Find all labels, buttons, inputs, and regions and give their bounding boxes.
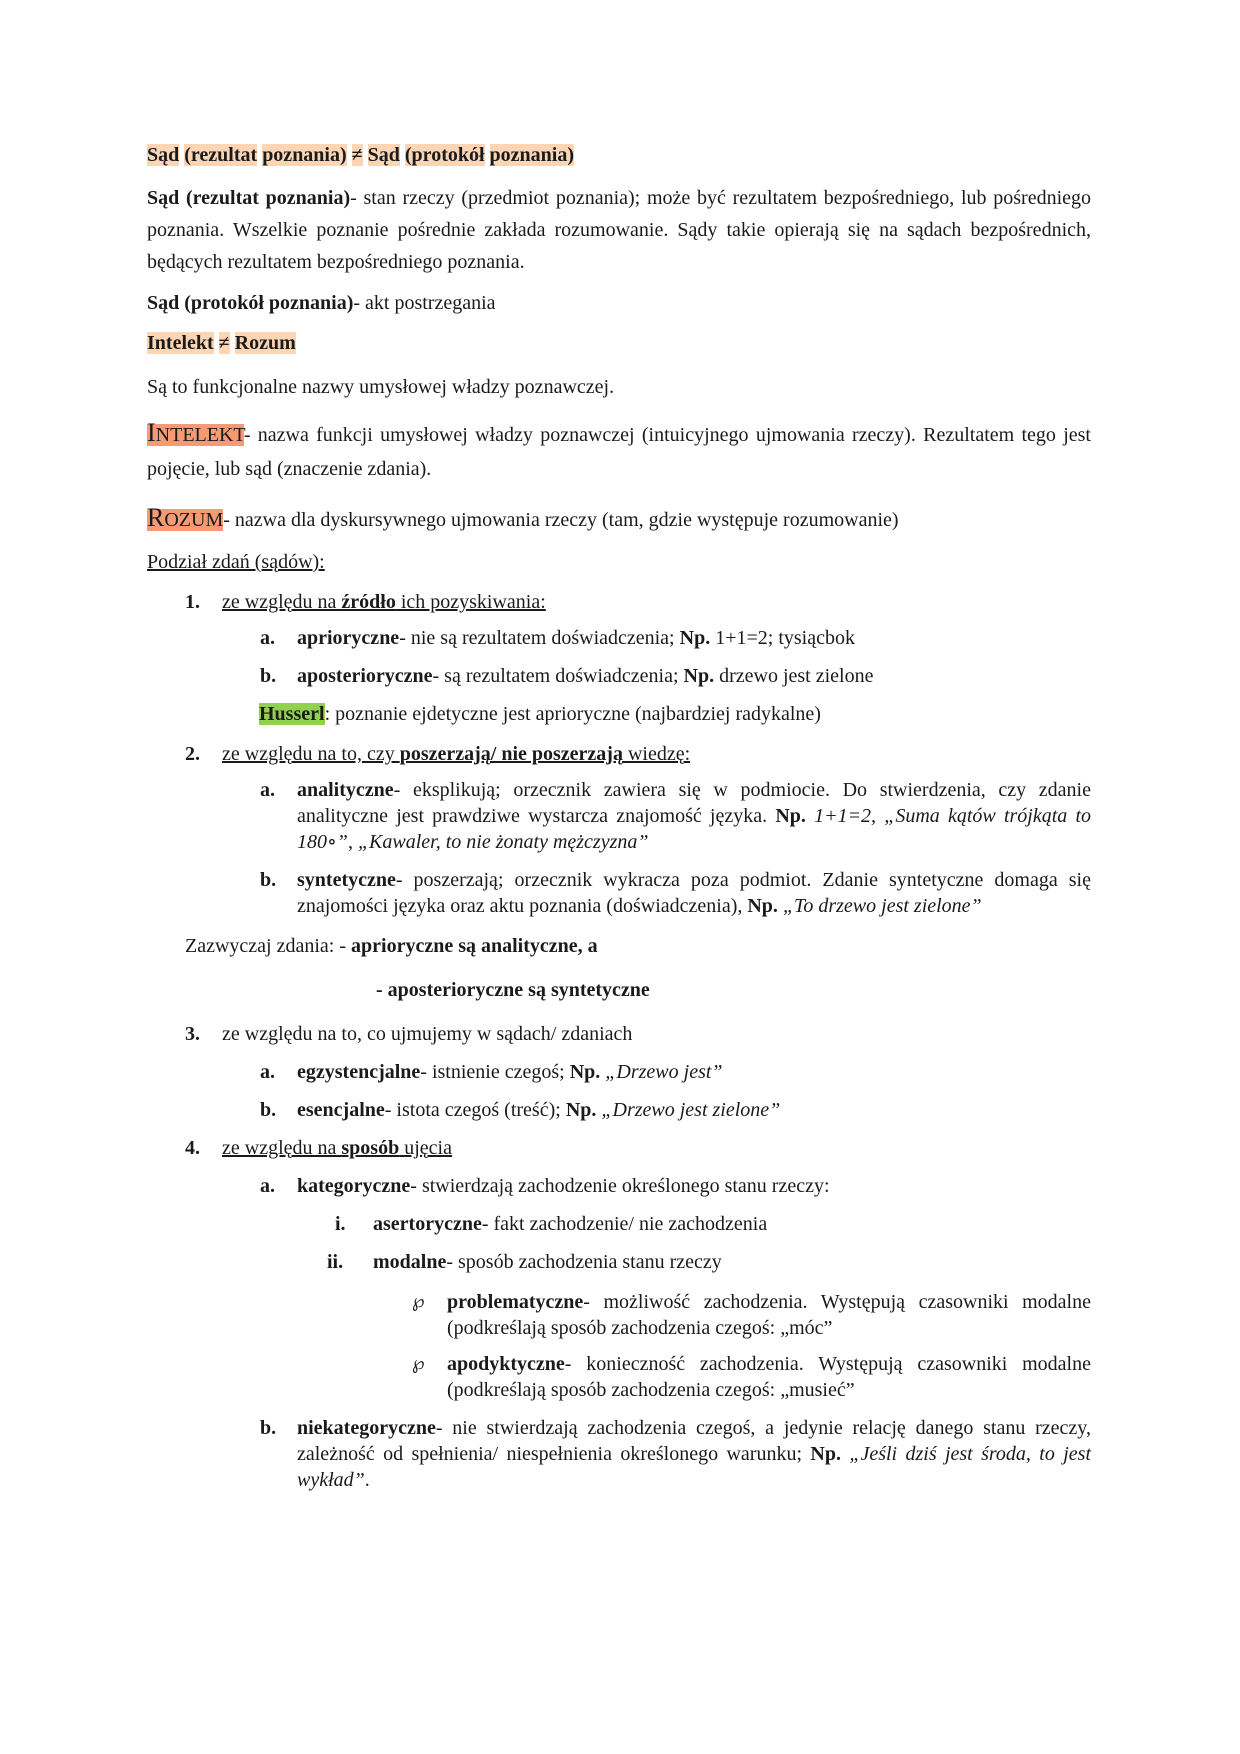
- list-item: [147, 1351, 1091, 1403]
- criterion: ze względu na sposób ujęcia: [222, 1137, 452, 1159]
- term: esencjalne: [297, 1099, 385, 1121]
- criterion: ze względu na to, co ujmujemy w sądach/ zdaniach: [222, 1023, 633, 1045]
- example: „Drzewo jest”: [600, 1061, 723, 1083]
- np-label: Np.: [810, 1443, 841, 1465]
- not-equal-sign: ≠: [218, 332, 230, 354]
- husserl-note: [147, 699, 1091, 729]
- definition: - nie są rezultatem doświadczenia;: [399, 627, 680, 649]
- example: „Kawaler, to nie żonaty mężczyzna”: [357, 831, 649, 853]
- usually-note: [147, 931, 1091, 961]
- list-number: 1.: [185, 591, 200, 613]
- definition: - stwierdzają zachodzenie określonego stanu rzeczy:: [410, 1175, 830, 1197]
- list-item: [147, 1247, 1091, 1277]
- heading-word: poznania): [489, 144, 574, 166]
- np-label: Np.: [747, 895, 778, 917]
- small-caps-initial: R: [147, 503, 165, 532]
- definition: - są rezultatem doświadczenia;: [432, 665, 684, 687]
- list-item: [147, 1057, 1091, 1087]
- paragraph-functional-names: Są to funkcjonalne nazwy umysłowej władzy poznawczej.: [147, 376, 615, 398]
- np-label: Np.: [775, 805, 806, 827]
- list-number: 4.: [185, 1137, 200, 1159]
- term: aposterioryczne: [297, 665, 433, 687]
- heading-word: (rezultat: [184, 144, 258, 166]
- list-letter: a.: [260, 1175, 275, 1197]
- term: syntetyczne: [297, 869, 396, 891]
- term: modalne: [373, 1251, 447, 1273]
- definition: - istota czegoś (treść);: [384, 1099, 566, 1121]
- list-letter: b.: [260, 1099, 277, 1121]
- note-bold: - aposterioryczne są syntetyczne: [376, 979, 650, 1001]
- term: egzystencjalne: [297, 1061, 421, 1083]
- document-body: [147, 140, 1091, 1493]
- definition: - nazwa funkcji umysłowej władzy poznawczej (intuicyjnego ujmowania rzeczy). Rezultatem tego jest pojęcie, lub sąd (znaczenie zdania).: [147, 424, 1091, 480]
- usually-note-cont: [147, 975, 1091, 1005]
- heading-word: poznania): [262, 144, 347, 166]
- list-letter: b.: [260, 869, 277, 891]
- heading-word: Sąd: [367, 144, 400, 166]
- list-letter: a.: [260, 1061, 275, 1083]
- example: „Jeśli dziś jest środa, to jest wykład”: [297, 1443, 1091, 1491]
- paragraph-intelekt: [147, 416, 1091, 486]
- definition: - poszerzają; orzecznik wykracza poza podmiot. Zdanie syntetyczne domaga się znajomości języka oraz aktu poznania (doświadczenia),: [297, 869, 1091, 917]
- note-bold: aprioryczne są analityczne, a: [351, 935, 598, 957]
- term: Sąd (protokół poznania): [147, 292, 354, 314]
- example: 1+1=2, „Suma kątów trójkąta to 180∘”: [297, 805, 1092, 853]
- criterion: ze względu na źródło ich pozyskiwania:: [222, 591, 546, 613]
- heading: [147, 140, 1091, 170]
- list-item: [147, 587, 1091, 617]
- heading-word: Intelekt: [147, 332, 214, 354]
- list-number: 3.: [185, 1023, 200, 1045]
- definition: - fakt zachodzenie/ nie zachodzenia: [481, 1213, 768, 1235]
- criterion: ze względu na to, czy poszerzają/ nie poszerzają wiedzę:: [222, 743, 691, 765]
- term-rozum: [147, 503, 224, 532]
- definition: - eksplikują; orzecznik zawiera się w podmiocie. Do stwierdzenia, czy zdanie analityczne jest prawdziwe wystarcza znajomość języka.: [297, 779, 1091, 827]
- list-item: [147, 1133, 1091, 1163]
- example: „Drzewo jest zielone”: [596, 1099, 781, 1121]
- list-item: [147, 1171, 1091, 1201]
- separator: ,: [347, 831, 358, 853]
- heading-word: (protokół: [404, 144, 485, 166]
- definition: - możliwość zachodzenia. Występują czasowniki modalne (podkreślają sposób zachodzenia czegoś: „móc”: [447, 1291, 1091, 1339]
- small-caps-initial: I: [147, 418, 156, 447]
- list-roman: i.: [335, 1213, 346, 1235]
- list-item: [147, 867, 1091, 919]
- heading-intelekt-rozum: [147, 328, 1091, 358]
- small-caps-rest: NTELEKT: [155, 424, 244, 446]
- list-item: [147, 1209, 1091, 1239]
- np-label: Np.: [683, 665, 715, 687]
- list-letter: b.: [260, 1417, 277, 1439]
- term: analityczne: [297, 779, 394, 801]
- np-label: Np.: [569, 1061, 601, 1083]
- list-item: [147, 1415, 1091, 1493]
- section-title: Podział zdań (sądów):: [147, 551, 325, 573]
- list-roman: ii.: [327, 1251, 344, 1273]
- term-intelekt: [147, 418, 244, 447]
- heading-word: Sąd: [147, 144, 180, 166]
- list-item: [147, 739, 1091, 769]
- list-item: [147, 623, 1091, 653]
- term: kategoryczne: [297, 1175, 411, 1197]
- paragraph-rozum: [147, 498, 1091, 537]
- list-item: [147, 777, 1091, 855]
- list-letter: a.: [260, 779, 275, 801]
- list-item: [147, 1289, 1091, 1341]
- definition: - sposób zachodzenia stanu rzeczy: [446, 1251, 722, 1273]
- definition: - stan rzeczy (przedmiot poznania); może być rezultatem bezpośredniego, lub pośredniego poznania. Wszelkie poznanie pośrednie zakłada rozumowanie. Sądy takie opierają się na sądach bezpośrednich, będących rezultatem bezpośredniego poznania.: [147, 187, 1092, 273]
- term: Sąd (rezultat poznania): [147, 187, 351, 209]
- paragraph-sad-rezultat: [147, 182, 1091, 278]
- list-item: [147, 661, 1091, 691]
- example: drzewo jest zielone: [714, 665, 874, 687]
- not-equal-sign: ≠: [351, 144, 363, 166]
- term: aprioryczne: [297, 627, 400, 649]
- paragraph-sad-protokol: [147, 288, 1091, 318]
- definition: - akt postrzegania: [353, 292, 496, 314]
- list-item: [147, 1095, 1091, 1125]
- definition: - konieczność zachodzenia. Występują czasowniki modalne (podkreślają sposób zachodzenia czegoś: „musieć”: [447, 1353, 1091, 1401]
- definition: - nazwa dla dyskursywnego ujmowania rzeczy (tam, gdzie występuje rozumowanie): [223, 509, 899, 531]
- definition: - istnienie czegoś;: [420, 1061, 570, 1083]
- definition: - nie stwierdzają zachodzenia czegoś, a jedynie relację danego stanu rzeczy, zależność od spełnienia/ niespełnienia określonego warunku;: [297, 1417, 1091, 1465]
- heading-word: Rozum: [234, 332, 296, 354]
- example: „To drzewo jest zielone”: [777, 895, 982, 917]
- term: problematyczne: [447, 1291, 584, 1313]
- bullet-icon: ℘: [412, 1353, 425, 1374]
- list-letter: a.: [260, 627, 275, 649]
- np-label: Np.: [679, 627, 711, 649]
- term: asertoryczne: [373, 1213, 482, 1235]
- list-number: 2.: [185, 743, 200, 765]
- note-text: : poznanie ejdetyczne jest aprioryczne (najbardziej radykalne): [324, 703, 821, 725]
- punctuation: .: [364, 1469, 370, 1491]
- np-label: Np.: [565, 1099, 597, 1121]
- small-caps-rest: OZUM: [164, 509, 224, 531]
- note-text: Zazwyczaj zdania: -: [185, 935, 352, 957]
- bullet-icon: ℘: [412, 1291, 425, 1312]
- name-husserl: Husserl: [259, 703, 325, 725]
- list-letter: b.: [260, 665, 277, 687]
- example: 1+1=2; tysiącbok: [710, 627, 855, 649]
- list-item: [147, 1019, 1091, 1049]
- term: niekategoryczne: [297, 1417, 436, 1439]
- term: apodyktyczne: [447, 1353, 565, 1375]
